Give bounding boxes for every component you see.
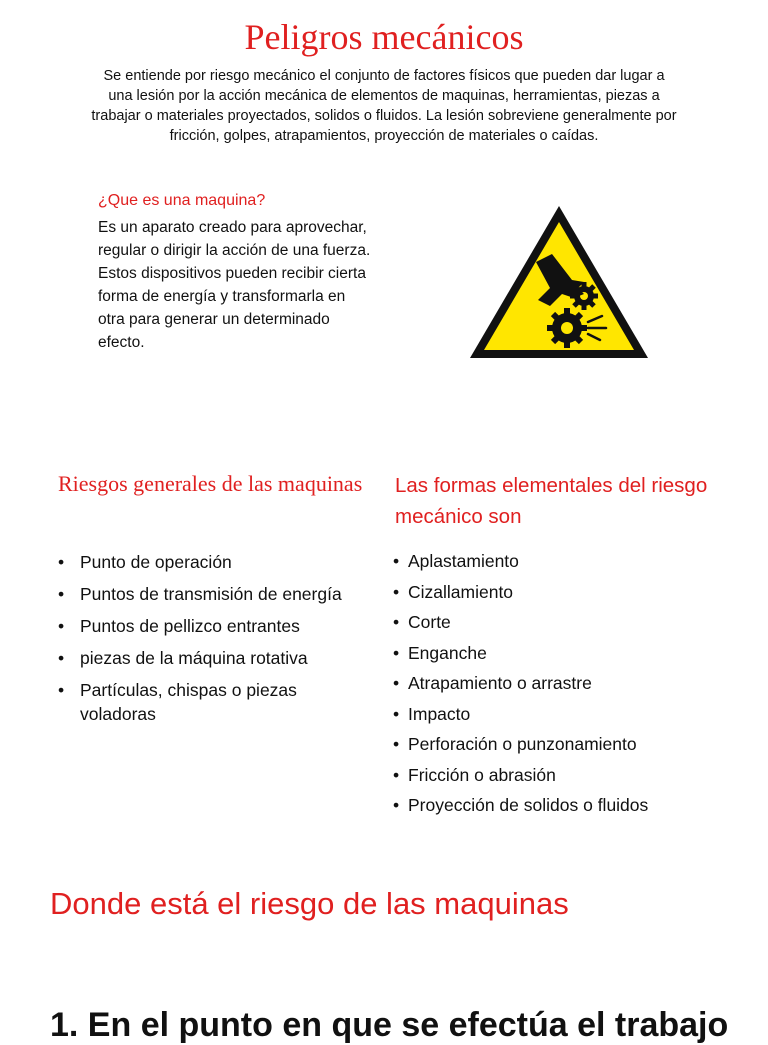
cut-off-numbered-item: 1. En el punto en que se efectúa el trabajo xyxy=(50,1006,729,1044)
general-risks-heading: Riesgos generales de las maquinas xyxy=(58,471,363,496)
list-item: • Impacto xyxy=(393,702,723,726)
where-risk-heading: Donde está el riesgo de las maquinas xyxy=(50,886,569,921)
list-item: • Cizallamiento xyxy=(393,580,723,604)
page-title: Peligros mecánicos xyxy=(244,17,524,57)
list-item: • Punto de operación xyxy=(58,550,358,574)
list-item: • Puntos de transmisión de energía xyxy=(58,582,358,606)
machine-answer: Es un aparato creado para aprovechar, regular o dirigir la acción de una fuerza. Estos dispositivos pueden recibir cierta forma de energía y transformarla en otra para generar un determinado efecto. xyxy=(98,219,371,351)
list-item: • piezas de la máquina rotativa xyxy=(58,646,358,670)
list-item: • Proyección de solidos o fluidos xyxy=(393,793,723,817)
list-item: • Enganche xyxy=(393,641,723,665)
hand-gears-warning-icon xyxy=(466,202,652,364)
list-item: • Puntos de pellizco entrantes xyxy=(58,614,358,638)
intro-paragraph: Se entiende por riesgo mecánico el conjunto de factores físicos que pueden dar lugar a una lesión por la acción mecánica de elementos de maquinas, herramientas, piezas a trabajar o materiales proyectados, solidos o fluidos. La lesión sobreviene generalmente por fricción, golpes, atrapamientos, proyección de materiales o caídas. xyxy=(91,68,677,144)
list-item: • Partículas, chispas o piezas voladoras xyxy=(58,678,358,726)
elemental-forms-list xyxy=(393,549,723,824)
machine-question: ¿Que es una maquina? xyxy=(98,192,266,209)
list-item: • Corte xyxy=(393,610,723,634)
list-item: • Aplastamiento xyxy=(393,549,723,573)
list-item: • Perforación o punzonamiento xyxy=(393,732,723,756)
general-risks-list xyxy=(58,550,358,734)
list-item: • Fricción o abrasión xyxy=(393,763,723,787)
list-item: • Atrapamiento o arrastre xyxy=(393,671,723,695)
elemental-forms-heading: Las formas elementales del riesgo mecánico son xyxy=(395,474,708,528)
